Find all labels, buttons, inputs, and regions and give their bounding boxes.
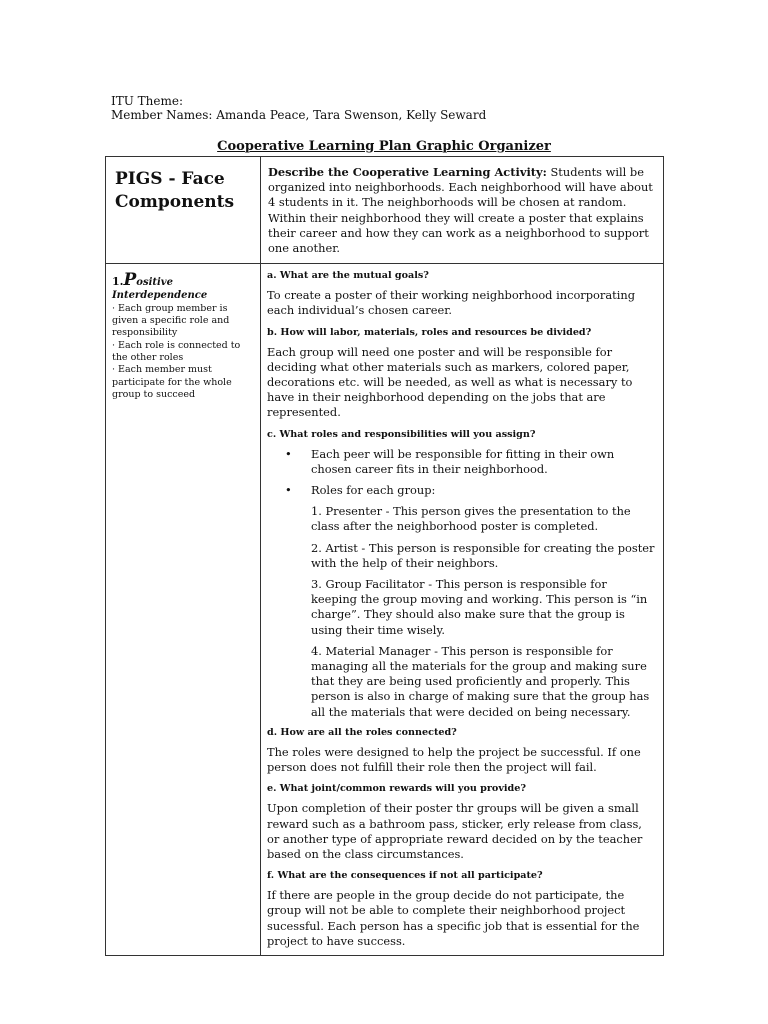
role-presenter: 1. Presenter - This person gives the presentation to the class after the neighborhood poster is completed. [311, 504, 631, 534]
questions-cell [261, 264, 664, 956]
describe-activity [261, 157, 663, 263]
member-names-line: Member Names: Amanda Peace, Tara Swenson, Kelly Seward [111, 108, 487, 122]
positive-rest: ositive Interdependence [112, 277, 208, 301]
list-item: · Each group member is given a specific role and responsibility [112, 302, 230, 339]
question-e: e. What joint/common rewards will you provide? [267, 783, 526, 795]
positive-number: 1. [112, 275, 124, 289]
bullet-text: Roles for each group: [311, 483, 436, 498]
question-d: d. How are all the roles connected? [267, 726, 457, 738]
table-row-header [106, 157, 664, 264]
bullet-text: Each peer will be responsible for fitting in their own chosen career fits in their neighborhood. [311, 446, 615, 476]
itu-theme-line: ITU Theme: [111, 94, 184, 108]
positive-interdependence-heading [112, 270, 256, 302]
answer-d: The roles were designed to help the project be successful. If one person does not fulfill their role then the project will fail. [267, 744, 641, 775]
role-artist: 2. Artist - This person is responsible for creating the poster with the help of their neighbors. [311, 540, 655, 570]
bullet-icon: • [285, 446, 292, 461]
answer-f: If there are people in the group decide do not participate, the group will not be able to complete their neighborhood project sucessful. Each person has a specific job that is essential for the project to have success. [267, 888, 640, 948]
describe-cell [261, 157, 664, 264]
list-item: · Each member must participate for the whole group to succeed [112, 364, 232, 400]
bullet-icon: • [285, 483, 292, 498]
answer-a: To create a poster of their working neighborhood incorporating each individual’s chosen career. [267, 288, 635, 318]
answer-b: Each group will need one poster and will be responsible for deciding what other materials such as markers, colored paper, decorations etc. will be needed, as well as what is necessary to have in their neighborhood depending on the jobs that are represented. [267, 344, 633, 420]
positive-cell [106, 264, 261, 956]
question-f: f. What are the consequences if not all participate? [267, 870, 543, 882]
bullet-item [267, 447, 656, 477]
pigs-title: PIGS - Face Components [115, 169, 235, 212]
positive-initial: P [123, 270, 137, 291]
describe-label: Describe the Cooperative Learning Activity: [268, 165, 547, 179]
describe-text: Students will be organized into neighborhoods. Each neighborhood will have about 4 students in it. The neighborhoods will be chosen at random. Within their neighborhood they will create a poster that explains their career and how they can work as a neighborhood to support one another. [268, 165, 653, 256]
role-material-manager: 4. Material Manager - This person is responsible for managing all the materials for the group and making sure that they are being used proficiently and properly. This person is also in charge of making sure that the group has all the materials that were decided on being necessary. [311, 643, 650, 719]
question-b: b. How will labor, materials, roles and resources be divided? [267, 326, 592, 338]
pigs-cell [106, 157, 261, 264]
positive-list [112, 303, 256, 401]
role-group-facilitator: 3. Group Facilitator - This person is responsible for keeping the group moving and working. This person is “in charge”. They should also make sure that the group is using their time wisely. [311, 577, 648, 637]
organizer-table [105, 156, 664, 956]
question-a: a. What are the mutual goals? [267, 270, 429, 282]
document-title: Cooperative Learning Plan Graphic Organizer [217, 139, 551, 154]
table-row-positive [106, 264, 664, 956]
list-item: · Each role is connected to the other roles [112, 339, 241, 363]
bullet-item [267, 483, 656, 498]
answer-e: Upon completion of their poster thr groups will be given a small reward such as a bathroom pass, sticker, erly release from class, or another type of appropriate reward decided on by the teacher based on the class circumstances. [267, 801, 643, 861]
question-c: c. What roles and responsibilities will you assign? [267, 428, 536, 440]
